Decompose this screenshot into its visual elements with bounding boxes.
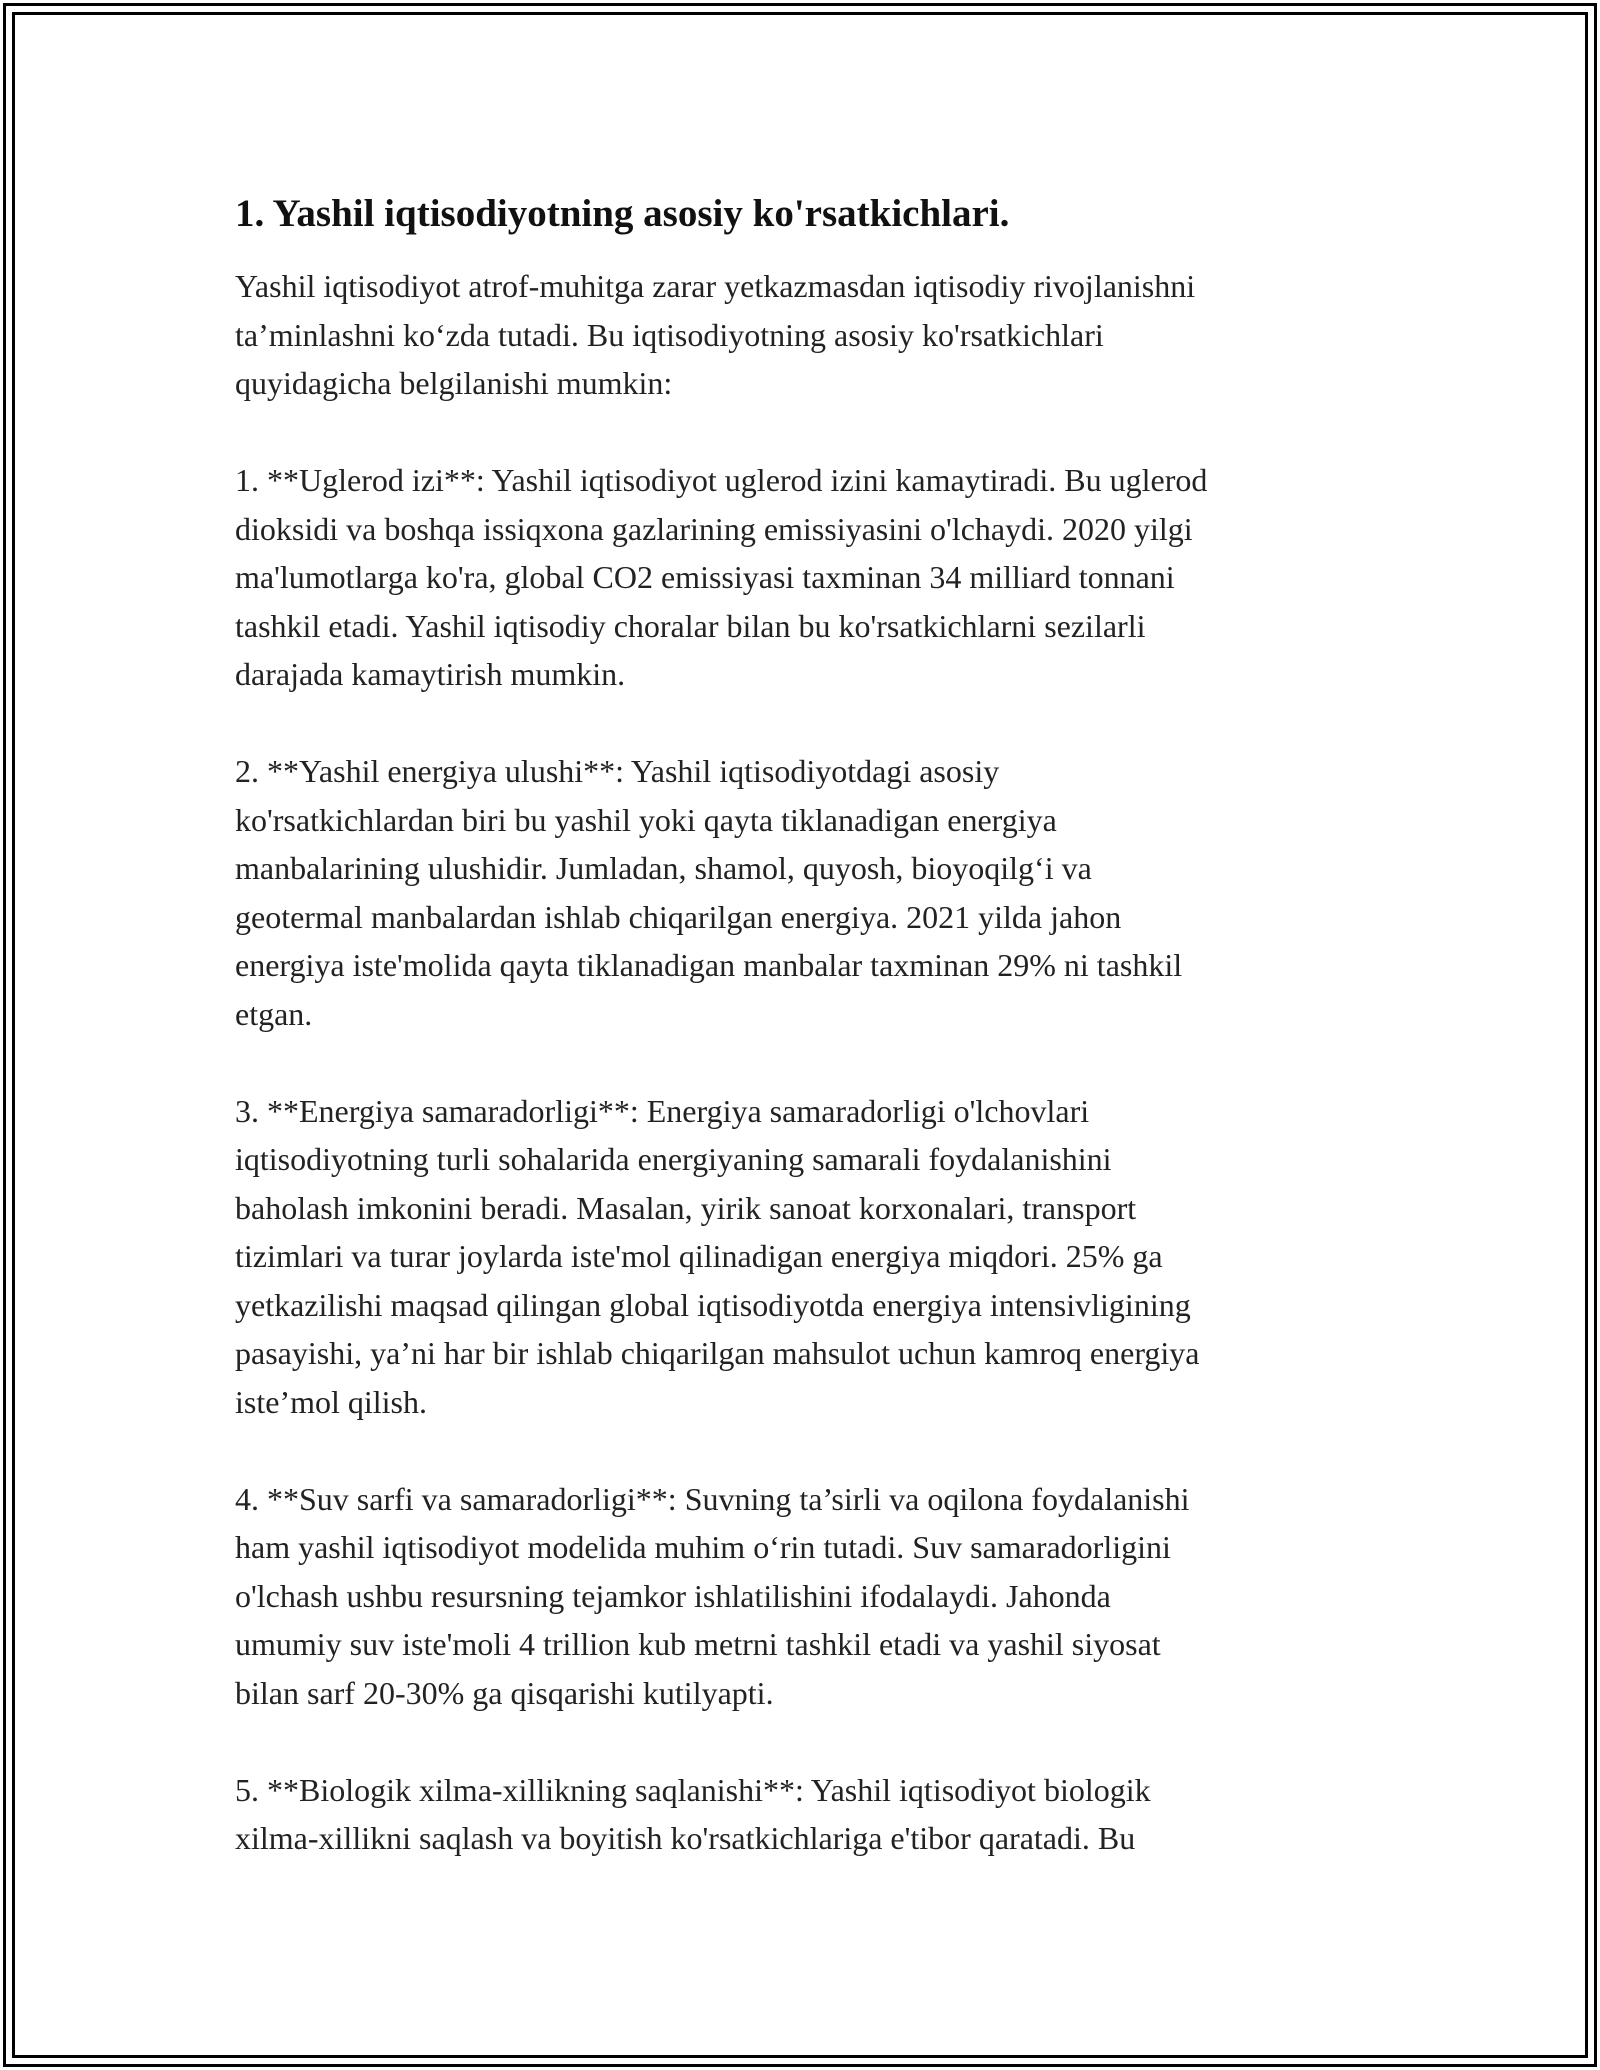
- document-body: [235, 190, 1375, 1911]
- paragraph-biodiversity: 5. **Biologik xilma-xillikning saqlanishi**: Yashil iqtisodiyot biologik xilma-xillikni saqlash va boyitish ko'rsatkichlariga e'tibor qaratadi. Bu: [235, 1771, 1151, 1856]
- paragraph-water-use: 4. **Suv sarfi va samaradorligi**: Suvning ta’sirli va oqilona foydalanishi ham yashil iqtisodiyot modelida muhim o‘rin tutadi. Suv samaradorligini o'lchash ushbu resursning tejamkor ishlatilishini ifodalaydi. Jahonda umumiy suv iste'moli 4 trillion kub metrni tashkil etadi va yashil siyosat bilan sarf 20-30% ga qisqarishi kutilyapti.: [235, 1480, 1190, 1711]
- paragraph-energy-efficiency: 3. **Energiya samaradorligi**: Energiya samaradorligi o'lchovlari iqtisodiyotning turli sohalarida energiyaning samarali foydalanishini baholash imkonini beradi. Masalan, yirik sanoat korxonalari, transport tizimlari va turar joylarda iste'mol qilinadigan energiya miqdori. 25% ga yetkazilishi maqsad qilingan global iqtisodiyotda energiya intensivligining pasayishi, ya’ni har bir ishlab chiqarilgan mahsulot uchun kamroq energiya iste’mol qilish.: [235, 1092, 1200, 1420]
- document-title: 1. Yashil iqtisodiyotning asosiy ko'rsatkichlari.: [235, 192, 1010, 235]
- paragraph-carbon-footprint: 1. **Uglerod izi**: Yashil iqtisodiyot uglerod izini kamaytiradi. Bu uglerod dioksidi va boshqa issiqxona gazlarining emissiyasini o'lchaydi. 2020 yilgi ma'lumotlarga ko'ra, global CO2 emissiyasi taxminan 34 milliard tonnani tashkil etadi. Yashil iqtisodiy choralar bilan bu ko'rsatkichlarni sezilarli darajada kamaytirish mumkin.: [235, 462, 1208, 692]
- paragraph-green-energy-share: 2. **Yashil energiya ulushi**: Yashil iqtisodiyotdagi asosiy ko'rsatkichlardan biri bu yashil yoki qayta tiklanadigan energiya manbalarining ulushidir. Jumladan, shamol, quyosh, bioyoqilg‘i va geotermal manbalardan ishlab chiqarilgan energiya. 2021 yilda jahon energiya iste'molida qayta tiklanadigan manbalar taxminan 29% ni tashkil etgan.: [235, 753, 1183, 1032]
- intro-paragraph: Yashil iqtisodiyot atrof-muhitga zarar yetkazmasdan iqtisodiy rivojlanishni ta’minlashni ko‘zda tutadi. Bu iqtisodiyotning asosiy ko'rsatkichlari quyidagicha belgilanishi mumkin:: [235, 268, 1196, 401]
